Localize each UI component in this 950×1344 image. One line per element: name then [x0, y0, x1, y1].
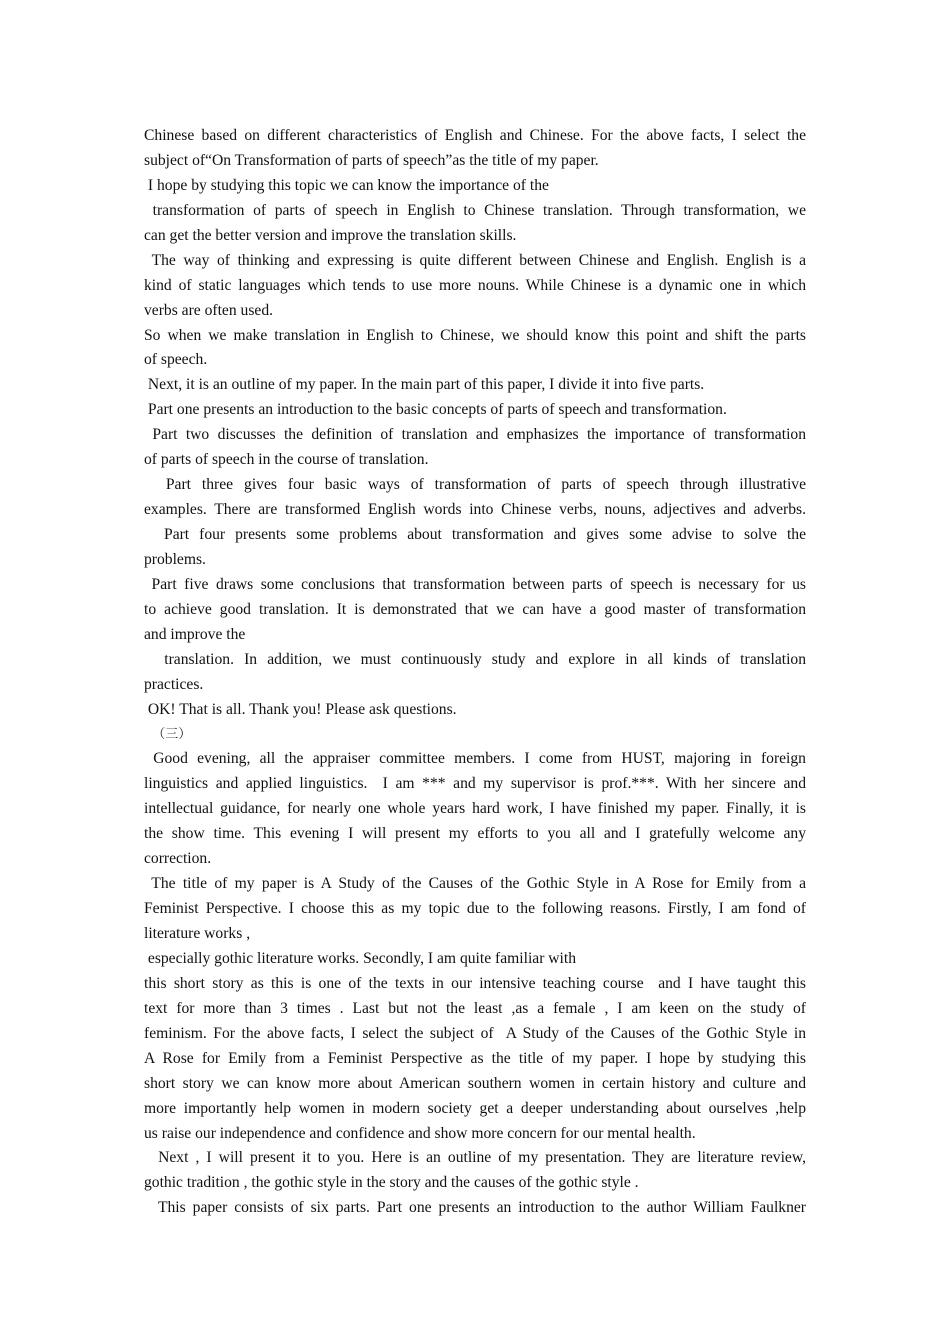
text-line: subject of“On Transformation of parts of speech”as the title of my paper. [144, 151, 599, 169]
text-line: intellectual guidance, for nearly one whole years hard work, I have finished my paper. Finally, it is [144, 800, 806, 818]
text-line: transformation of parts of speech in English to Chinese translation. Through transformation, we [144, 201, 806, 219]
text-line: Part three gives four basic ways of transformation of parts of speech through illustrative [144, 476, 806, 494]
text-line: Part five draws some conclusions that transformation between parts of speech is necessary for us [144, 575, 806, 593]
text-line: to achieve good translation. It is demonstrated that we can have a good master of transformation [144, 600, 806, 618]
text-line: and improve the [144, 625, 246, 643]
text-line: Feminist Perspective. I choose this as my topic due to the following reasons. Firstly, I am fond of [144, 900, 806, 918]
text-line: literature works , [144, 925, 251, 942]
text-line: Next , I will present it to you. Here is an outline of my presentation. They are literature review, [144, 1149, 806, 1167]
text-line: us raise our independence and confidence and show more concern for our mental health. [144, 1124, 696, 1142]
text-line: So when we make translation in English to Chinese, we should know this point and shift the parts [144, 326, 806, 344]
text-line: text for more than 3 times . Last but not the least ,as a female , I am keen on the study of [144, 999, 806, 1017]
text-line: feminism. For the above facts, I select the subject of A Study of the Causes of the Gothic Style in [144, 1024, 806, 1042]
text-line: kind of static languages which tends to use more nouns. While Chinese is a dynamic one in which [144, 276, 806, 294]
text-line: more importantly help women in modern society get a deeper understanding about ourselves ,help [144, 1099, 806, 1117]
text-line: The way of thinking and expressing is quite different between Chinese and English. English is a [144, 251, 806, 269]
text-line: the show time. This evening I will present my efforts to you all and I gratefully welcome any [144, 825, 806, 843]
text-line: problems. [144, 550, 206, 568]
text-line: short story we can know more about American southern women in certain history and culture and [144, 1074, 806, 1092]
text-line: Next, it is an outline of my paper. In the main part of this paper, I divide it into five parts. [144, 376, 705, 394]
text-line: Part four presents some problems about transformation and gives some advise to solve the [144, 526, 806, 543]
text-line: gothic tradition , the gothic style in the story and the causes of the gothic style . [144, 1174, 639, 1192]
text-line: Part one presents an introduction to the basic concepts of parts of speech and transformation. [144, 401, 727, 419]
text-line: this short story as this is one of the texts in our intensive teaching course and I have taught this [144, 974, 806, 992]
text-line: verbs are often used. [144, 301, 274, 319]
text-line: of speech. [144, 351, 208, 369]
text-line: correction. [144, 850, 212, 868]
text-line: examples. There are transformed English words into Chinese verbs, nouns, adjectives and adverbs. [144, 501, 806, 519]
text-line: can get the better version and improve the translation skills. [144, 226, 517, 244]
text-line: I hope by studying this topic we can know the importance of the [144, 176, 549, 194]
text-line: Part two discusses the definition of translation and emphasizes the importance of transformation [144, 426, 806, 444]
text-line: Good evening, all the appraiser committee members. I come from HUST, majoring in foreign [144, 750, 806, 768]
text-line: of parts of speech in the course of translation. [144, 451, 429, 469]
text-line: translation. In addition, we must continuously study and explore in all kinds of translation [144, 650, 807, 668]
section-marker: （三） [144, 726, 192, 742]
text-line: The title of my paper is A Study of the Causes of the Gothic Style in A Rose for Emily from a [144, 875, 806, 893]
document-body [144, 124, 806, 1221]
text-line: especially gothic literature works. Secondly, I am quite familiar with [144, 949, 577, 967]
text-line: Chinese based on different characteristics of English and Chinese. For the above facts, I select the [144, 127, 806, 144]
text-line: linguistics and applied linguistics. I am *** and my supervisor is prof.***. With her sincere and [144, 775, 806, 793]
text-line: practices. [144, 675, 204, 693]
text-line: A Rose for Emily from a Feminist Perspective as the title of my paper. I hope by studying this [144, 1049, 806, 1067]
text-line: OK! That is all. Thank you! Please ask questions. [144, 700, 457, 718]
text-line: This paper consists of six parts. Part one presents an introduction to the author William Faulkner [144, 1199, 806, 1217]
